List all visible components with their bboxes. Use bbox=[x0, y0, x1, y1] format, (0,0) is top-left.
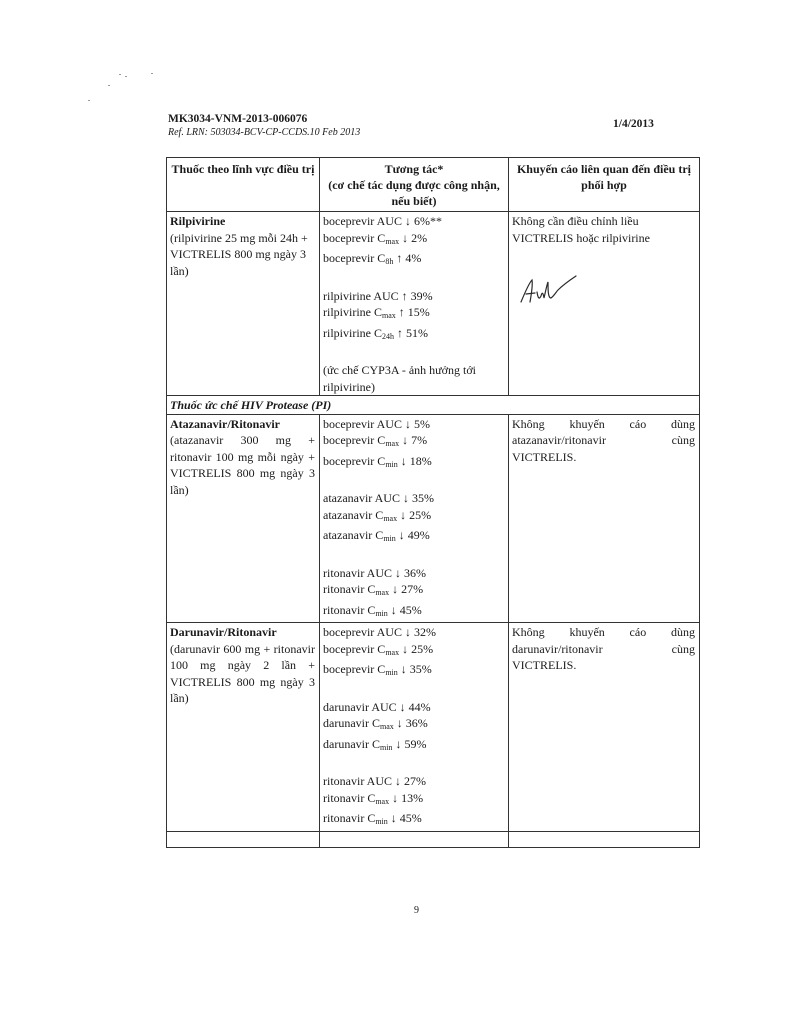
scan-speck bbox=[108, 85, 110, 86]
scan-speck bbox=[151, 73, 153, 74]
handwritten-signature bbox=[518, 272, 578, 308]
section-row bbox=[167, 396, 700, 415]
document-code: MK3034-VNM-2013-006076 bbox=[168, 113, 308, 125]
table-row bbox=[167, 623, 700, 832]
table-header-row bbox=[167, 158, 700, 212]
drug-cell bbox=[167, 414, 320, 623]
mechanism-note: (ức chế CYP3A - ảnh hưởng tới rilpivirine) bbox=[323, 363, 477, 394]
interaction-cell: boceprevir AUC ↓ 5% boceprevir $C_{max}$ ↓ 7% boceprevir $C_{min}$ ↓ 18% atazanavir AUC ↓ 35% atazanavir $C_{max}$ ↓ 25% atazanavir $C_{min}$ ↓ 49% ritonavir AUC ↓ 36% ritonavir $C_{max}$ ↓ 27% ritonavir $C_{min}$ ↓ 45% bbox=[320, 414, 509, 623]
page-number: 9 bbox=[414, 905, 419, 916]
section-title: Thuốc ức chế HIV Protease (PI) bbox=[167, 396, 700, 415]
recommendation-cell: Không cần điều chỉnh liều VICTRELIS hoặc rilpivirine bbox=[509, 212, 700, 396]
recommendation-cell: Không khuyến cáo dùng atazanavir/ritonavir cùng VICTRELIS. bbox=[509, 414, 700, 623]
empty-row bbox=[167, 831, 700, 847]
drug-cell bbox=[167, 623, 320, 832]
scan-speck bbox=[88, 100, 90, 101]
document-date: 1/4/2013 bbox=[613, 118, 654, 130]
drug-name: Darunavir/Ritonavir bbox=[170, 625, 277, 639]
drug-cell bbox=[167, 212, 320, 396]
scan-speck bbox=[125, 76, 127, 77]
interaction-cell: boceprevir AUC ↓ 32% boceprevir $C_{max}$ ↓ 25% boceprevir $C_{min}$ ↓ 35% darunavir AUC ↓ 44% darunavir $C_{max}$ ↓ 36% darunavir $C_{min}$ ↓ 59% ritonavir AUC ↓ 27% ritonavir $C_{max}$ ↓ 13% ritonavir $C_{min}$ ↓ 45% bbox=[320, 623, 509, 832]
drug-name: Atazanavir/Ritonavir bbox=[170, 416, 280, 431]
drug-interaction-table bbox=[166, 157, 700, 848]
drug-regimen: (atazanavir 300 mg + ritonavir 100 mg mỗi ngày + VICTRELIS 800 mg ngày 3 lần) bbox=[170, 433, 315, 497]
scan-speck bbox=[119, 74, 121, 75]
drug-regimen: (rilpivirine 25 mg mỗi 24h + VICTRELIS 800 mg ngày 3 lần) bbox=[170, 230, 308, 278]
drug-name: Rilpivirine bbox=[170, 214, 226, 228]
table-row bbox=[167, 414, 700, 623]
recommendation-cell: Không khuyến cáo dùng darunavir/ritonavir cùng VICTRELIS. bbox=[509, 623, 700, 832]
drug-regimen: (darunavir 600 mg + ritonavir 100 mg ngày 2 lần + VICTRELIS 800 mg ngày 3 lần) bbox=[170, 641, 315, 705]
table-row bbox=[167, 212, 700, 396]
column-header-interaction: Tương tác* (cơ chế tác dụng được công nhận, nếu biết) bbox=[320, 158, 509, 212]
interaction-cell: boceprevir AUC ↓ 6%** boceprevir $C_{max}$ ↓ 2% boceprevir $C_{8h}$ ↑ 4% rilpivirine AUC ↑ 39% rilpivirine $C_{max}$ ↑ 15% rilpivirine $C_{24h}$ ↑ 51% (ức chế CYP3A - ảnh hưởng tới rilpivirine) bbox=[320, 212, 509, 396]
document-reference: Ref. LRN: 503034-BCV-CP-CCDS.10 Feb 2013 bbox=[168, 127, 361, 138]
column-header-drug: Thuốc theo lĩnh vực điều trị bbox=[167, 158, 320, 212]
column-header-recommendation: Khuyến cáo liên quan đến điều trị phối hợp bbox=[509, 158, 700, 212]
